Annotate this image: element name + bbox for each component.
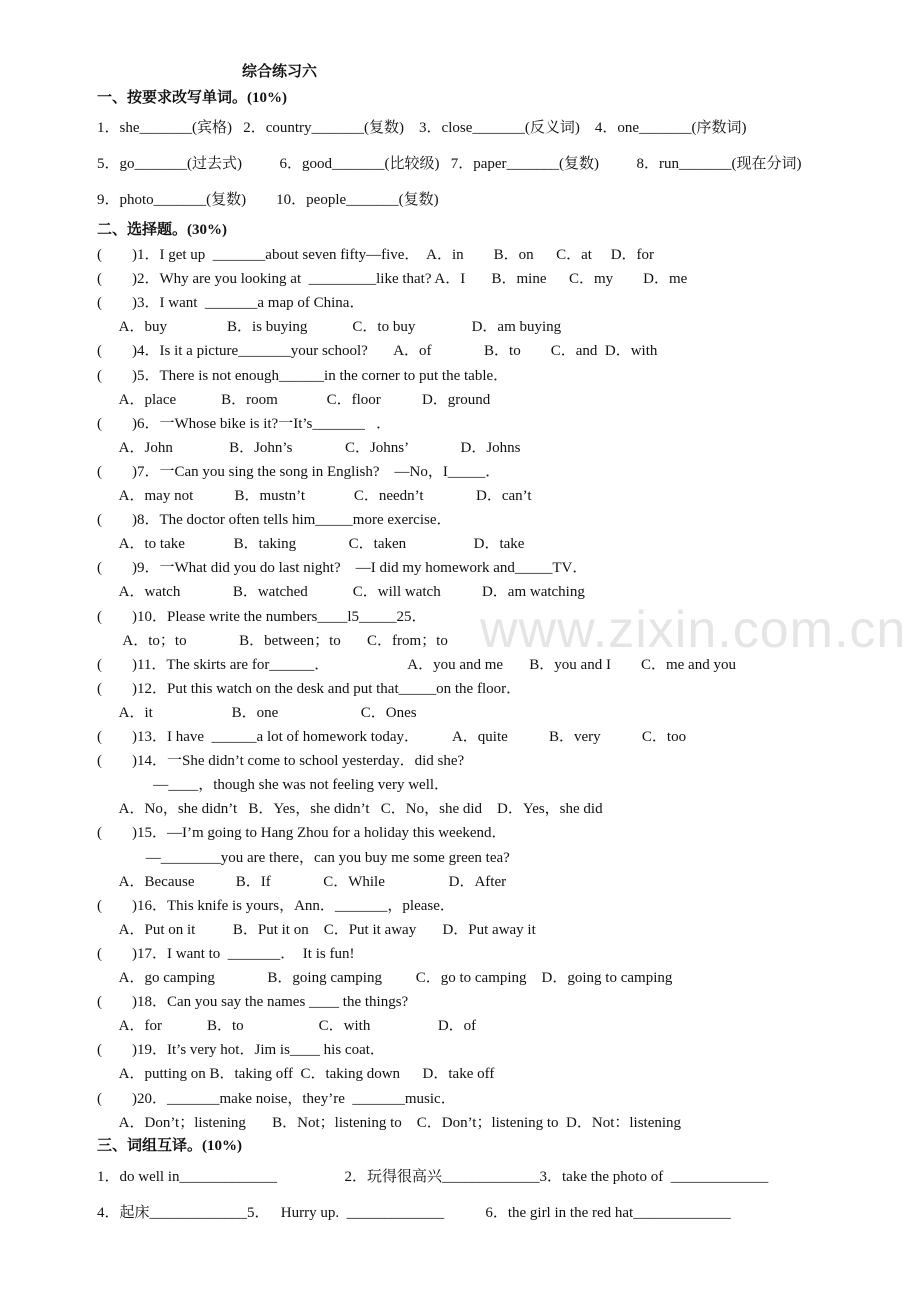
section-3-row: 1．do well in_____________ 2．玩得很高兴_____________3．take the photo of _____________ <box>97 1169 769 1185</box>
question-line: A．to take B．taking C．taken D．take <box>97 536 525 552</box>
question-line: ( )11．The skirts are for______． A．you and me B．you and I C．me and you <box>97 657 736 673</box>
question-line: —____，though she was not feeling very well． <box>97 777 450 793</box>
question-line: ( )17．I want to _______． It is fun! <box>97 946 355 962</box>
question-line: ( )1．I get up _______about seven fifty—five． A．in B．on C．at D．for <box>97 247 655 263</box>
question-line: ( )5．There is not enough______in the corner to put the table． <box>97 368 509 384</box>
question-line: ( )16．This knife is yours，Ann．_______，please． <box>97 898 455 914</box>
question-line: ( )7．一Can you sing the song in English? —No，I_____． <box>97 464 501 480</box>
section-1-row: 5．go_______(过去式) 6．good_______(比较级) 7．paper_______(复数) 8．run_______(现在分词) <box>97 156 802 172</box>
question-line: ( )19．It’s very hot．Jim is____ his coat． <box>97 1042 385 1058</box>
section-1-heading: 一、按要求改写单词。(10%) <box>97 90 287 106</box>
question-line: A．Because B．If C．While D．After <box>97 874 507 890</box>
page-title: 综合练习六 <box>242 64 318 80</box>
question-line: ( )13．I have ______a lot of homework today． A．quite B．very C．too <box>97 729 687 745</box>
section-1-row: 9．photo_______(复数) 10．people_______(复数) <box>97 192 439 208</box>
question-line: A．may not B．mustn’t C．needn’t D．can’t <box>97 488 532 504</box>
question-line: —________you are there，can you buy me some green tea? <box>97 850 510 866</box>
question-line: ( )10．Please write the numbers____l5_____25． <box>97 609 427 625</box>
watermark: www.zixin.com.cn <box>480 601 907 659</box>
question-line: A．No，she didn’t B．Yes，she didn’t C．No，she did D．Yes，she did <box>97 801 603 817</box>
question-line: A．for B．to C．with D．of <box>97 1018 477 1034</box>
question-line: A．Don’t；listening B．Not；listening to C．Don’t；listening to D．Not：listening <box>97 1115 682 1131</box>
question-line: A．putting on B．taking off C．taking down D．take off <box>97 1066 495 1082</box>
question-line: ( )20．_______make noise，they’re _______music． <box>97 1091 456 1107</box>
question-line: A．it B．one C．Ones <box>97 705 417 721</box>
question-line: ( )18．Can you say the names ____ the things? <box>97 994 409 1010</box>
question-line: A．place B．room C．floor D．ground <box>97 392 491 408</box>
section-3-row: 4．起床_____________5． Hurry up. _____________ 6．the girl in the red hat_____________ <box>97 1205 731 1221</box>
question-line: ( )8．The doctor often tells him_____more exercise． <box>97 512 452 528</box>
question-line: A．to；to B．between；to C．from；to <box>97 633 448 649</box>
question-line: A．John B．John’s C．Johns’ D．Johns <box>97 440 521 456</box>
question-line: ( )2．Why are you looking at _________like that? A．I B．mine C．my D．me <box>97 271 688 287</box>
question-line: A．Put on it B．Put it on C．Put it away D．Put away it <box>97 922 536 938</box>
question-line: ( )14．一She didn’t come to school yesterday．did she? <box>97 753 465 769</box>
question-line: ( )9．一What did you do last night? —I did my homework and_____TV． <box>97 560 588 576</box>
section-3-heading: 三、词组互译。(10%) <box>97 1138 242 1154</box>
question-line: ( )12．Put this watch on the desk and put that_____on the floor． <box>97 681 522 697</box>
section-2-heading: 二、选择题。(30%) <box>97 222 227 238</box>
question-line: ( )4．Is it a picture_______your school? A．of B．to C．and D．with <box>97 343 658 359</box>
question-line: A．buy B．is buying C．to buy D．am buying <box>97 319 562 335</box>
section-1-row: 1．she_______(宾格) 2．country_______(复数) 3．close_______(反义词) 4．one_______(序数词) <box>97 120 747 136</box>
question-line: ( )3．I want _______a map of China． <box>97 295 365 311</box>
question-line: ( )6．一Whose bike is it?一It’s_______ ． <box>97 416 392 432</box>
question-line: A．go camping B．going camping C．go to camping D．going to camping <box>97 970 673 986</box>
question-line: A．watch B．watched C．will watch D．am watching <box>97 584 585 600</box>
question-line: ( )15．—I’m going to Hang Zhou for a holiday this weekend． <box>97 825 507 841</box>
